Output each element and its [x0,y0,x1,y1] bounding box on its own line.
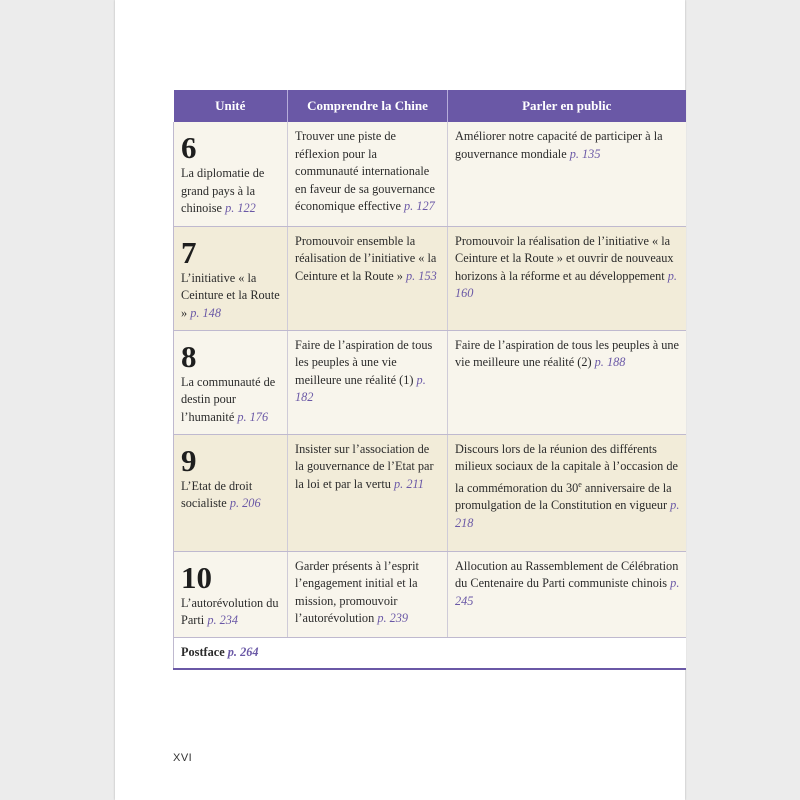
lesson-title: Promouvoir la réalisation de l’initiative « la Ceinture et la Route » et ouvrir de nouveaux horizons à la réforme et au développement [455,233,674,283]
page-ref[interactable]: p. 211 [394,476,424,491]
parler-cell [448,122,686,226]
postface-row [174,637,686,669]
page-ref[interactable]: p. 153 [406,268,437,283]
table-row [174,434,686,551]
page-ref[interactable]: p. 245 [455,576,680,608]
page-ref[interactable]: p. 127 [404,199,435,213]
unit-title: La communauté de destin pour l’humanité [181,374,276,424]
page-ref[interactable]: p. 160 [455,268,677,300]
comprendre-cell [288,551,448,637]
unit-number: 9 [181,442,197,478]
header-unite: Unité [174,90,288,122]
lesson-title: Trouver une piste de réflexion pour la communauté internationale en faveur de sa gouvernance économique effective [295,129,435,213]
comprendre-cell [288,122,448,226]
lesson-title: Garder présents à l’esprit l’engagement initial et la mission, promouvoir l’autorévolution [295,558,419,625]
lesson-title: Discours lors de la réunion des différents milieux sociaux de la capitale à l’occasion de la commémoration du 30 [455,441,678,495]
unit-cell [174,122,288,226]
header-comprendre-la-chine: Comprendre la Chine [288,90,448,122]
comprendre-cell [288,226,448,330]
table-of-contents [173,90,686,670]
page-ref[interactable]: p. 264 [227,644,259,659]
lesson-title: Améliorer notre capacité de participer à la gouvernance mondiale [455,129,663,161]
unit-title: L’initiative « la Ceinture et la Route » [181,270,280,320]
unit-cell [174,226,288,330]
postface-label: Postface [181,644,225,659]
table-row [174,330,686,434]
lesson-title: Faire de l’aspiration de tous les peuples à une vie meilleure une réalité (1) [295,337,433,387]
parler-cell [448,434,686,551]
lesson-title-continued: anniversaire de la promulgation de la Constitution en vigueur [455,480,672,513]
unit-cell [174,330,288,434]
unit-number: 8 [181,338,197,374]
superscript-e: e [578,479,582,489]
header-row [174,90,686,122]
unit-title: L’Etat de droit socialiste [181,478,253,510]
unit-title: L’autorévolution du Parti [181,595,279,627]
page-ref[interactable]: p. 176 [237,409,269,424]
table-row [174,122,686,226]
lesson-title: Insister sur l’association de la gouvernance de l’Etat par la loi et par la vertu [295,441,434,491]
comprendre-cell [288,330,448,434]
postface-cell [174,637,686,669]
header-parler-en-public: Parler en public [448,90,686,122]
unit-number: 7 [181,234,197,270]
lesson-title: Allocution au Rassemblement de Célébration du Centenaire du Parti communiste chinois [455,558,679,590]
unit-title: La diplomatie de grand pays à la chinoise [181,166,265,215]
page-ref[interactable]: p. 188 [594,355,626,369]
parler-cell [448,330,686,434]
page-ref[interactable]: p. 206 [229,496,261,510]
parler-cell [448,551,686,637]
page-ref[interactable]: p. 122 [225,201,256,215]
page-ref[interactable]: p. 239 [377,611,409,625]
comprendre-cell [288,434,448,551]
parler-cell [448,226,686,330]
unit-number: 10 [181,559,212,595]
table-row [174,226,686,330]
unit-cell [174,551,288,637]
page-ref[interactable]: p. 218 [455,498,680,530]
lesson-title: Faire de l’aspiration de tous les peuples à une vie meilleure une réalité (2) [455,337,680,369]
page-ref[interactable]: p. 234 [207,613,239,627]
table-row [174,551,686,637]
lesson-title: Promouvoir ensemble la réalisation de l’initiative « la Ceinture et la Route » [295,233,437,283]
book-page [115,0,685,800]
page-number: XVI [173,752,193,764]
page-ref[interactable]: p. 135 [569,146,601,161]
unit-number: 6 [181,130,197,165]
page-ref[interactable]: p. 182 [295,372,426,404]
page-ref[interactable]: p. 148 [190,305,221,320]
unit-cell [174,434,288,551]
